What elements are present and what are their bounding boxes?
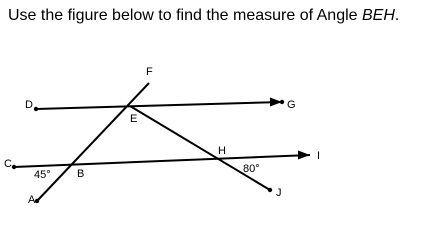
line-ej xyxy=(130,106,270,190)
question-suffix: . xyxy=(394,7,400,24)
point-j-dot xyxy=(268,188,272,192)
label-d: D xyxy=(25,99,33,111)
label-h: H xyxy=(218,145,226,157)
angle-label-h: 80° xyxy=(243,163,260,175)
line-dg xyxy=(36,102,282,109)
question-angle-name: BEH xyxy=(362,7,395,24)
label-b: B xyxy=(77,168,85,180)
angle-label-b: 45° xyxy=(34,169,51,181)
point-c-dot xyxy=(12,165,16,169)
label-e: E xyxy=(130,113,138,125)
question-prefix: Use the figure below to find the measure of Angle xyxy=(8,7,362,24)
point-g-dot xyxy=(280,100,284,104)
label-f: F xyxy=(146,66,153,78)
label-j: J xyxy=(276,187,282,199)
label-c: C xyxy=(4,158,12,170)
line-ci xyxy=(14,155,310,167)
label-g: G xyxy=(287,99,296,111)
line-af xyxy=(37,83,149,201)
point-d-dot xyxy=(34,107,38,111)
arrowhead-i xyxy=(298,151,310,160)
label-i: I xyxy=(317,150,321,162)
point-a-dot xyxy=(35,199,39,203)
label-a: A xyxy=(28,194,36,206)
